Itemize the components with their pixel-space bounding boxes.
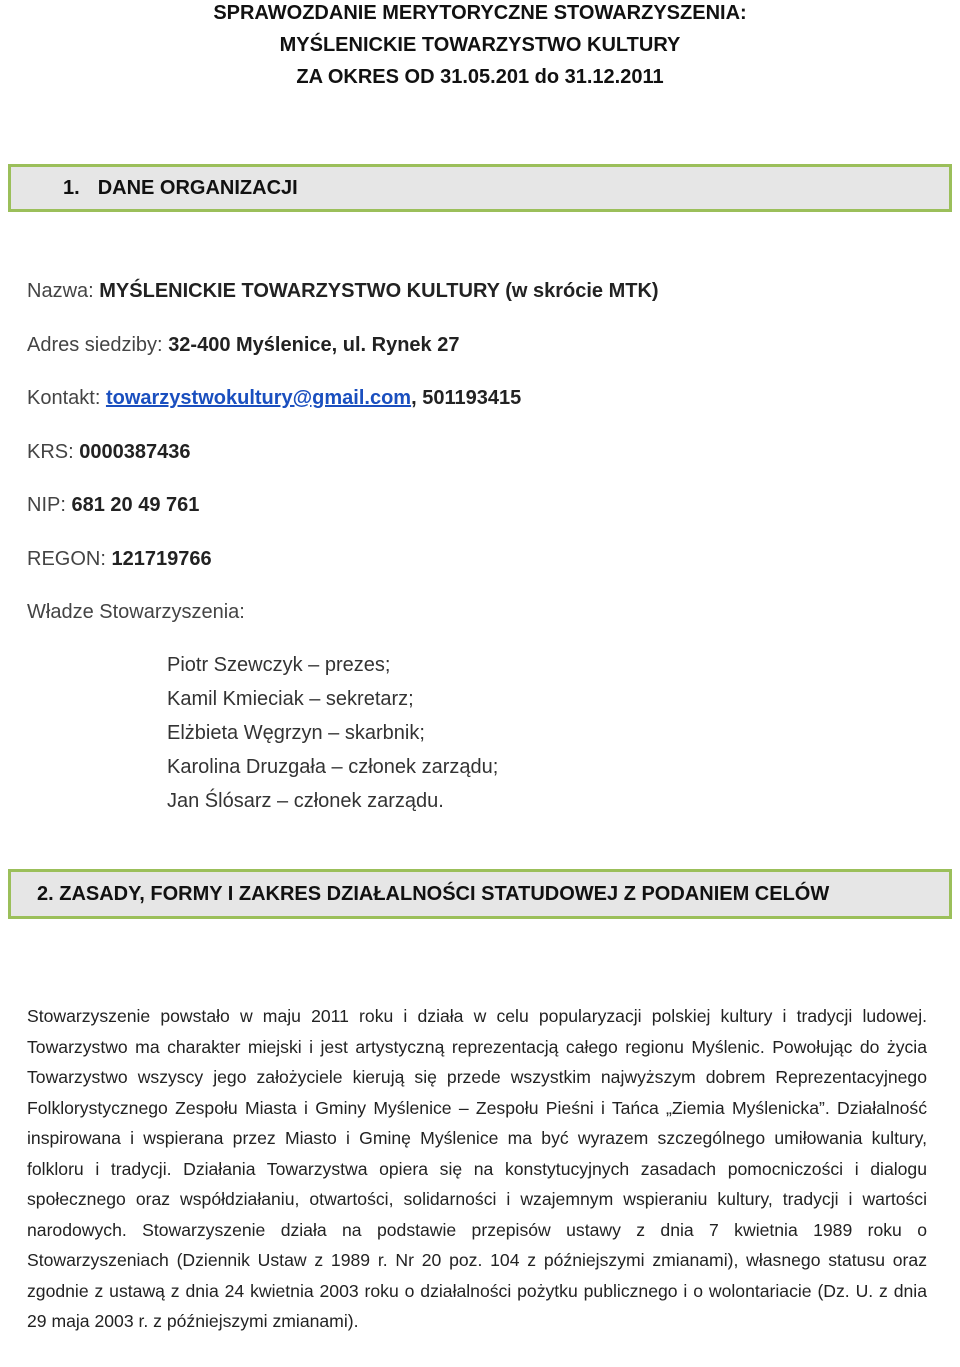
authorities-list xyxy=(167,648,498,818)
report-title-line-1: SPRAWOZDANIE MERYTORYCZNE STOWARZYSZENIA: xyxy=(213,2,747,24)
report-title-line-2: MYŚLENICKIE TOWARZYSTWO KULTURY xyxy=(279,34,681,56)
org-krs-label: KRS: xyxy=(27,441,74,463)
authorities-heading xyxy=(27,598,245,626)
org-nip-value: 681 20 49 761 xyxy=(71,494,200,516)
contact-email-link[interactable]: towarzystwokultury@gmail.com xyxy=(105,387,412,409)
org-regon-value: 121719766 xyxy=(111,548,212,570)
org-krs-row xyxy=(27,438,190,466)
report-title-line-3: ZA OKRES OD 31.05.201 do 31.12.2011 xyxy=(296,66,664,88)
org-nip-row xyxy=(27,491,199,519)
section-1-heading xyxy=(8,164,952,212)
contact-phone: , 501193415 xyxy=(411,387,522,409)
org-address-row xyxy=(27,331,459,359)
org-address-label: Adres siedziby: xyxy=(27,334,163,356)
org-krs-value: 0000387436 xyxy=(79,441,191,463)
authority-member: Karolina Druzgała – członek zarządu; xyxy=(167,756,499,778)
section-2-heading xyxy=(8,869,952,919)
org-contact-row xyxy=(27,384,521,412)
org-regon-row xyxy=(27,545,212,573)
org-nip-label: NIP: xyxy=(27,494,66,516)
org-address-value: 32-400 Myślenice, ul. Rynek 27 xyxy=(168,334,460,356)
org-name-row xyxy=(27,277,659,305)
statutory-activity-paragraph: Stowarzyszenie powstało w maju 2011 roku i działa w celu popularyzacji polskiej kultury i tradycji ludowej. Towarzystwo ma charakter miejski i jest artystyczną reprezentacją całego regionu Myślenic. Powołując do życia Towarzystwo wszyscy jego założyciele kierują się przede wszystkim najwyższym dobrem Reprezentacyjnego Folklorystycznego Zespołu Miasta i Gminy Myślenice – Zespołu Pieśni i Tańca „Ziemia Myślenicka”. Działalność inspirowana i wspierana przez Miasto i Gminę Myślenice ma być wyrazem szczególnego umiłowania kultury, folkloru i tradycji. Działania Towarzystwa opiera się na konstytucyjnych zasadach pomocniczości i dialogu społecznego oraz współdziałaniu, otwartości, solidarności i wzajemnym wspieraniu kultury, tradycji i wartości narodowych. Stowarzyszenie działa na podstawie przepisów ustawy z dnia 7 kwietnia 1989 roku o Stowarzyszeniach (Dziennik Ustaw z 1989 r. Nr 20 poz. 104 z późniejszymi zmianami), własnego statusu oraz zgodnie z ustawą z dnia 24 kwietnia 2003 roku o działalności pożytku publicznego i o wolontariacie (Dz. U. z dnia 29 maja 2003 r. z późniejszymi zmianami). xyxy=(27,1006,927,1331)
authorities-label: Władze Stowarzyszenia: xyxy=(27,601,245,623)
org-regon-label: REGON: xyxy=(27,548,106,570)
authority-member: Piotr Szewczyk – prezes; xyxy=(167,654,391,676)
org-name-label: Nazwa: xyxy=(27,280,94,302)
section-1-title: DANE ORGANIZACJI xyxy=(97,177,298,199)
section-2-title: 2. ZASADY, FORMY I ZAKRES DZIAŁALNOŚCI STATUDOWEJ Z PODANIEM CELÓW xyxy=(37,883,830,905)
section-1-number: 1. xyxy=(63,177,80,199)
authority-member: Kamil Kmieciak – sekretarz; xyxy=(167,688,414,710)
authority-member: Jan Ślósarz – członek zarządu. xyxy=(167,790,444,812)
org-name-value: MYŚLENICKIE TOWARZYSTWO KULTURY (w skrócie MTK) xyxy=(99,280,659,302)
org-contact-label: Kontakt: xyxy=(27,387,101,409)
authority-member: Elżbieta Węgrzyn – skarbnik; xyxy=(167,722,425,744)
